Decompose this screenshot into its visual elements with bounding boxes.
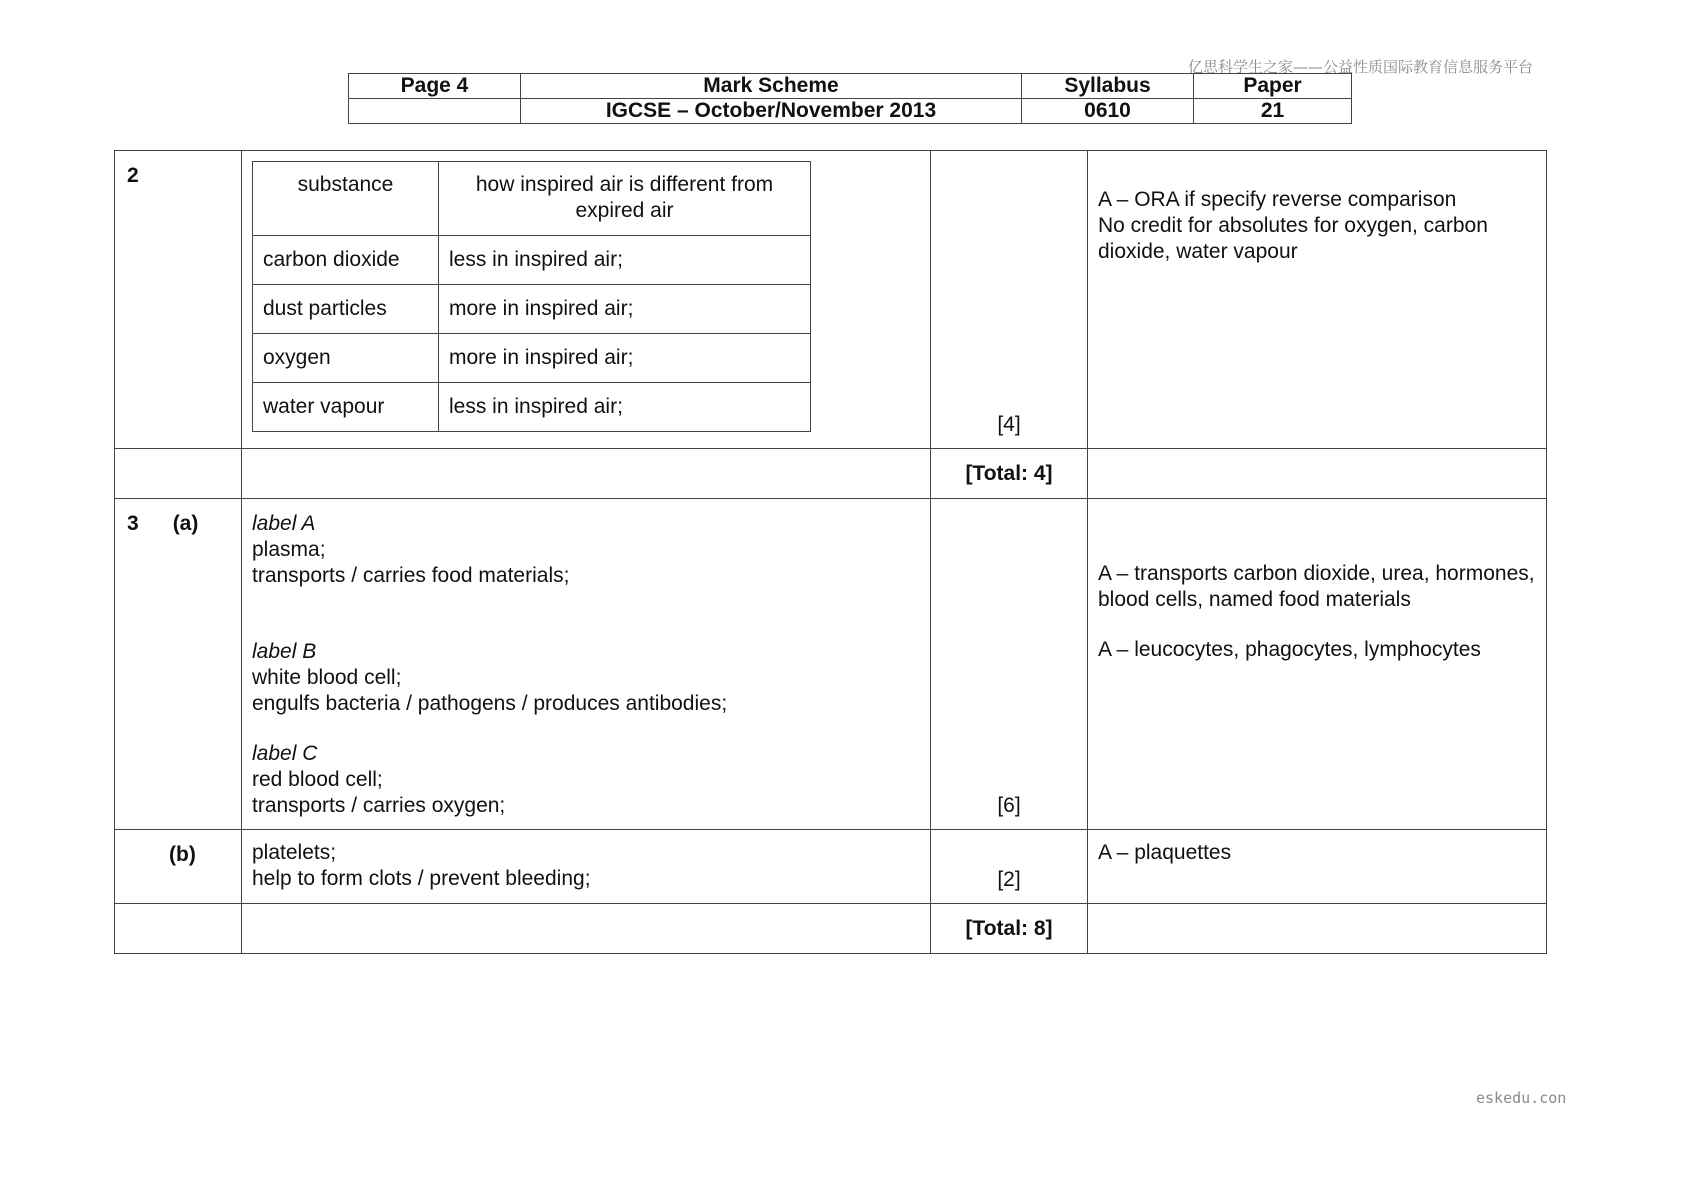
q3-total: [Total: 8] bbox=[931, 904, 1088, 954]
q3a-number bbox=[115, 499, 242, 830]
q2-substance: dust particles bbox=[253, 285, 439, 334]
label-c-line: red blood cell; bbox=[252, 768, 383, 791]
q3b-part: (b) bbox=[115, 830, 242, 904]
header-paper-number: 21 bbox=[1194, 99, 1352, 124]
q2-number: 2 bbox=[115, 151, 242, 449]
q2-difference: more in inspired air; bbox=[439, 285, 811, 334]
q2-guidance bbox=[1088, 151, 1547, 449]
q3b-row bbox=[115, 830, 1547, 904]
watermark-top: 亿思科学生之家——公益性质国际教育信息服务平台 bbox=[1188, 58, 1534, 76]
q3a-row bbox=[115, 499, 1547, 830]
q3a-part: (a) bbox=[172, 512, 199, 535]
empty-cell bbox=[242, 904, 931, 954]
watermark-bottom: eskedu.con bbox=[1476, 1089, 1567, 1107]
q2-mark: [4] bbox=[997, 413, 1021, 436]
table-row bbox=[253, 236, 811, 285]
q2-guidance-line: No credit for absolutes for oxygen, carbon dioxide, water vapour bbox=[1098, 214, 1488, 263]
q2-difference: more in inspired air; bbox=[439, 334, 811, 383]
label-b-line: engulfs bacteria / pathogens / produces antibodies; bbox=[252, 692, 728, 715]
header-syllabus-code: 0610 bbox=[1022, 99, 1194, 124]
header-paper: Paper bbox=[1194, 74, 1352, 99]
table-row bbox=[253, 383, 811, 432]
empty-cell bbox=[242, 449, 931, 499]
q3a-guidance-1: A – transports carbon dioxide, urea, hormones, blood cells, named food materials bbox=[1098, 562, 1535, 611]
header-empty bbox=[349, 99, 521, 124]
label-a-title: label A bbox=[252, 512, 316, 535]
q3b-mark: [2] bbox=[997, 868, 1021, 891]
label-a-line: transports / carries food materials; bbox=[252, 564, 570, 587]
q2-substance: oxygen bbox=[253, 334, 439, 383]
table-row bbox=[253, 285, 811, 334]
label-c-title: label C bbox=[252, 742, 318, 765]
q2-total: [Total: 4] bbox=[931, 449, 1088, 499]
q2-header-substance: substance bbox=[253, 162, 439, 236]
q2-row bbox=[115, 151, 1547, 449]
q3b-line: platelets; bbox=[252, 841, 337, 864]
q3-number: 3 bbox=[127, 512, 139, 535]
header-syllabus: Syllabus bbox=[1022, 74, 1194, 99]
q3a-mark: [6] bbox=[997, 794, 1021, 817]
q2-difference: less in inspired air; bbox=[439, 383, 811, 432]
q3a-guidance bbox=[1088, 499, 1547, 830]
empty-cell bbox=[1088, 904, 1547, 954]
header-page: Page 4 bbox=[349, 74, 521, 99]
table-row bbox=[253, 334, 811, 383]
q2-total-row bbox=[115, 449, 1547, 499]
mark-scheme-table bbox=[114, 150, 1547, 954]
q2-answer bbox=[242, 151, 931, 449]
q3-total-row bbox=[115, 904, 1547, 954]
q2-table-header-row bbox=[253, 162, 811, 236]
q3b-guidance: A – plaquettes bbox=[1088, 830, 1547, 904]
q2-header-difference: how inspired air is different from expired air bbox=[439, 162, 811, 236]
q3b-line: help to form clots / prevent bleeding; bbox=[252, 867, 591, 890]
empty-cell bbox=[1088, 449, 1547, 499]
label-c-line: transports / carries oxygen; bbox=[252, 794, 506, 817]
header-mark-scheme: Mark Scheme bbox=[521, 74, 1022, 99]
label-b-title: label B bbox=[252, 640, 317, 663]
label-a-line: plasma; bbox=[252, 538, 326, 561]
empty-cell bbox=[115, 904, 242, 954]
q2-substance: water vapour bbox=[253, 383, 439, 432]
q2-mark-cell bbox=[931, 151, 1088, 449]
header-table bbox=[348, 73, 1352, 124]
header-exam-session: IGCSE – October/November 2013 bbox=[521, 99, 1022, 124]
q2-substance-table bbox=[252, 161, 811, 432]
empty-cell bbox=[115, 449, 242, 499]
q3a-mark-cell bbox=[931, 499, 1088, 830]
q2-substance: carbon dioxide bbox=[253, 236, 439, 285]
q3b-answer bbox=[242, 830, 931, 904]
q3b-mark-cell bbox=[931, 830, 1088, 904]
q2-difference: less in inspired air; bbox=[439, 236, 811, 285]
q3a-guidance-2: A – leucocytes, phagocytes, lymphocytes bbox=[1098, 638, 1481, 661]
q2-guidance-line: A – ORA if specify reverse comparison bbox=[1098, 188, 1457, 211]
label-b-line: white blood cell; bbox=[252, 666, 402, 689]
q3a-answer bbox=[242, 499, 931, 830]
